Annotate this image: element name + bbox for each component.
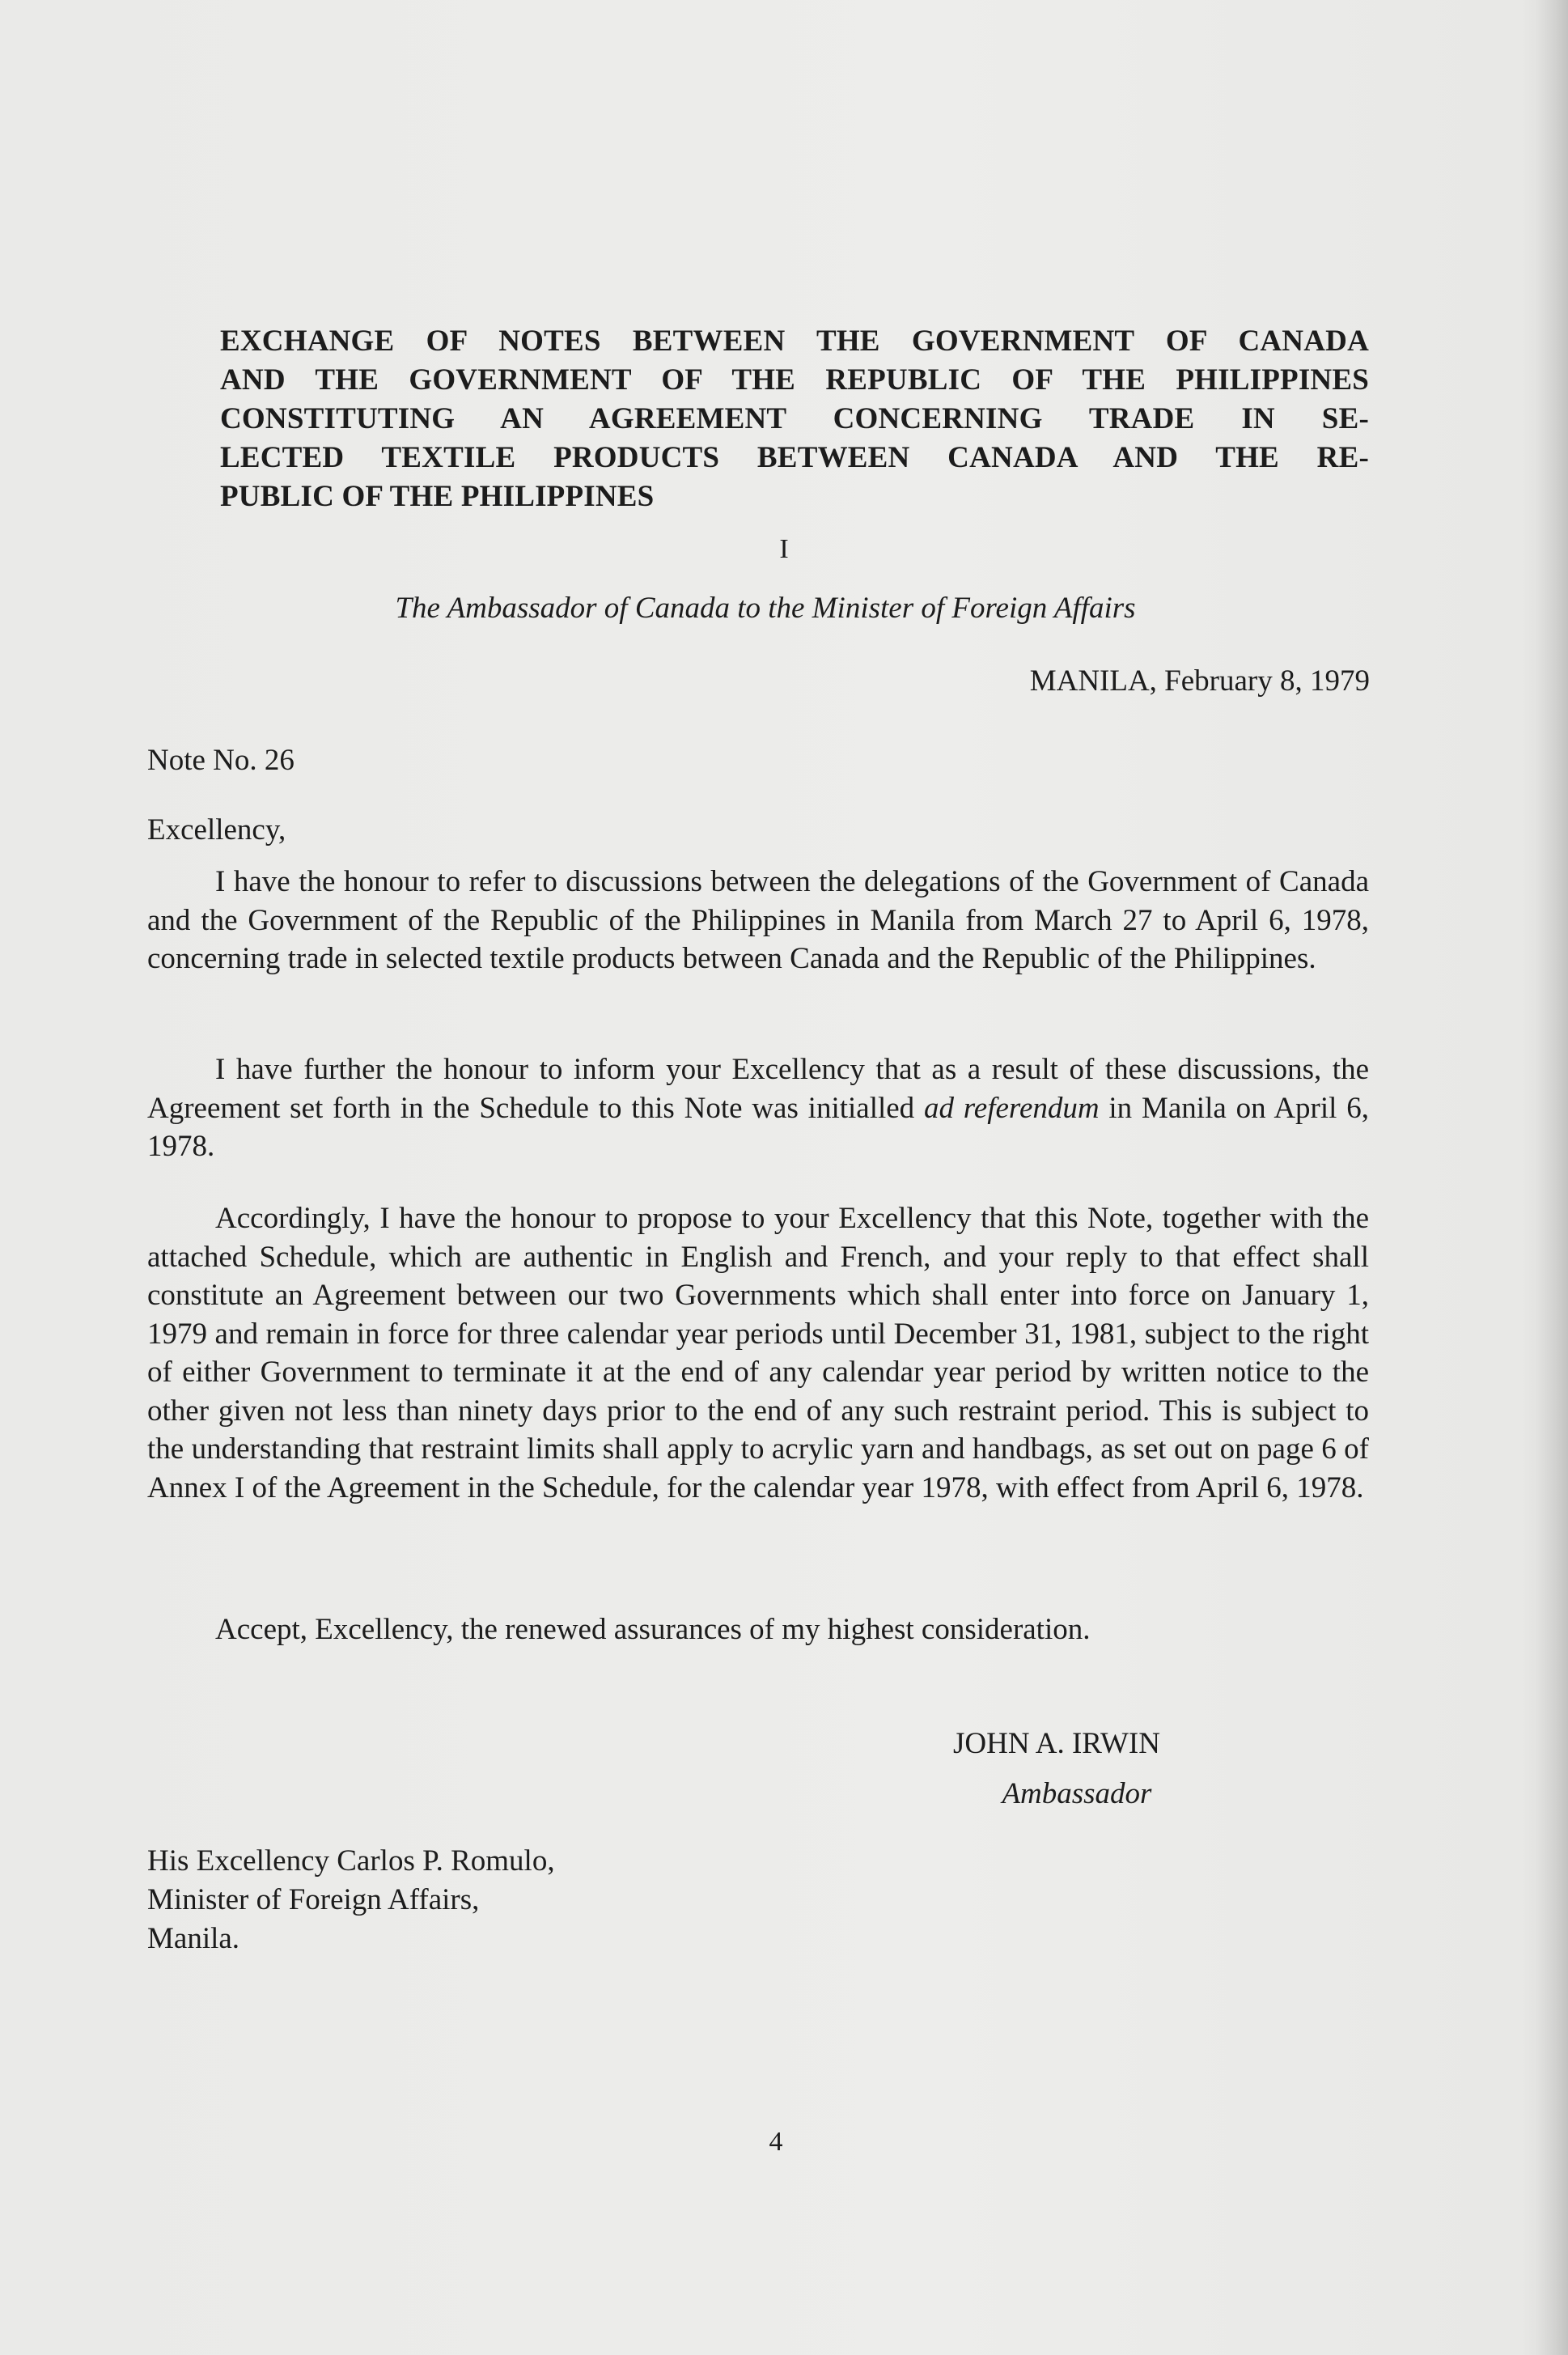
signatory-name: JOHN A. IRWIN <box>953 1727 1160 1760</box>
note-number: Note No. 26 <box>147 744 295 777</box>
heading-line-5: PUBLIC OF THE PHILIPPINES <box>220 480 655 513</box>
heading-line-4: LECTED TEXTILE PRODUCTS BETWEEN CANADA AND THE RE- <box>220 441 1369 474</box>
heading-line-3: CONSTITUTING AN AGREEMENT CONCERNING TRADE IN SE- <box>220 402 1369 435</box>
addressee-line-1: His Excellency Carlos P. Romulo, <box>147 1844 555 1878</box>
paragraph-1: I have the honour to refer to discussions between the delegations of the Government of Canada and the Government of the Republic of the Philippines in Manila from March 27 to April 6, 1978, concerning trade in selected textile products between Canada and the Republic of the Philippines. <box>147 865 1369 975</box>
paragraph-2-italic: ad referendum <box>923 1091 1100 1125</box>
paragraph-4: Accept, Excellency, the renewed assurances of my highest consideration. <box>215 1613 1091 1646</box>
paragraph-2-text-a: I have further the honour to inform your Excellency that as a result of these discussions, the Agreement set forth in the Schedule to this Note was initialled <box>147 1053 1369 1125</box>
paragraph-2-text-b: in Manila on April 6, 1978. <box>147 1091 1369 1163</box>
salutation: Excellency, <box>147 813 286 847</box>
addressee-line-2: Minister of Foreign Affairs, <box>147 1883 480 1916</box>
paragraph-3: Accordingly, I have the honour to propose to your Excellency that this Note, together with the attached Schedule, which are authentic in English and French, and your reply to that effect shall constitute an Agreement between our two Governments which shall enter into force on January 1, 1979 and remain in force for three calendar year periods until December 31, 1981, subject to the right of either Government to terminate it at the end of any calendar year period by written notice to the other given not less than ninety days prior to the end of any such restraint period. This is subject to the understanding that restraint limits shall apply to acrylic yarn and handbags, as set out on page 6 of Annex I of the Agreement in the Schedule, for the calendar year 1978, with effect from April 6, 1978. <box>147 1202 1369 1504</box>
page-number: 4 <box>769 2127 783 2157</box>
signatory-title: Ambassador <box>1002 1777 1152 1810</box>
signature-block <box>953 1719 1160 1819</box>
document-heading <box>220 322 1369 516</box>
section-numeral: I <box>779 534 789 564</box>
page-edge-shadow <box>1536 0 1568 2355</box>
heading-line-1: EXCHANGE OF NOTES BETWEEN THE GOVERNMENT OF CANADA <box>220 325 1369 358</box>
addressee-block <box>147 1842 555 1958</box>
addressee-line-3: Manila. <box>147 1922 240 1955</box>
note-subtitle: The Ambassador of Canada to the Minister of Foreign Affairs <box>395 592 1136 625</box>
paragraph-2 <box>147 1050 1369 1166</box>
heading-line-2: AND THE GOVERNMENT OF THE REPUBLIC OF THE PHILIPPINES <box>220 363 1369 397</box>
dateline: MANILA, February 8, 1979 <box>1029 664 1370 698</box>
